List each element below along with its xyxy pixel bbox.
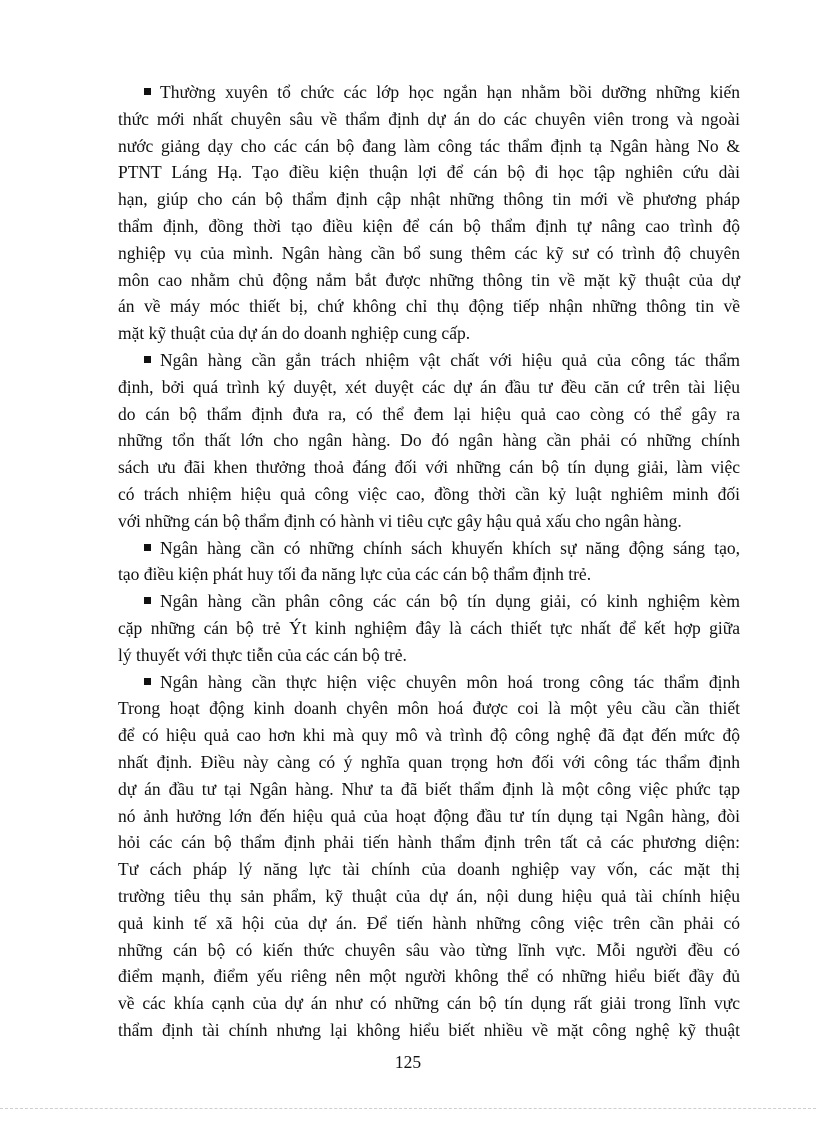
line-text: có trách nhiệm hiệu quả công việc cao, đồng thời cần kỷ luật nghiêm minh đối xyxy=(118,483,740,504)
line-text: thẩm định, đồng thời tạo điều kiện để cán bộ thẩm định tự nâng cao trình độ xyxy=(118,215,740,236)
line-text: điểm mạnh, điểm yếu riêng nên một người không thể có những hiểu biết đầy đủ xyxy=(118,966,740,987)
line-text: dự án đầu tư tại Ngân hàng. Như ta đã biết thẩm định là một công việc phức tạp xyxy=(118,778,740,799)
paragraph-line xyxy=(118,695,740,722)
line-text: định, bởi quá trình ký duyệt, xét duyệt các dự án đầu tư đều căn cứ trên tài liệu xyxy=(118,376,740,397)
line-text: Ngân hàng cần gắn trách nhiệm vật chất với hiệu quả của công tác thẩm xyxy=(160,349,740,370)
paragraph-line xyxy=(118,213,740,240)
paragraph-line xyxy=(118,79,740,106)
paragraph-line xyxy=(118,588,740,615)
line-text: nhất định. Điều này càng có ý nghĩa quan trọng hơn đối với công tác thẩm định xyxy=(118,751,740,772)
paragraph-line xyxy=(118,722,740,749)
line-text: những cán bộ có kiến thức chuyên sâu vào từng lĩnh vực. Mỗi người đều có xyxy=(118,939,740,960)
line-text: để có hiệu quả cao hơn khi mà quy mô và trình độ công nghệ đã đạt đến mức độ xyxy=(118,725,740,746)
line-text: hỏi các cán bộ thẩm định phải tiến hành thẩm định trên tất cả các phương diện: xyxy=(118,832,740,853)
paragraph-line xyxy=(118,910,740,937)
paragraph-line xyxy=(118,293,740,320)
paragraph-line xyxy=(118,1017,740,1044)
line-text: với những cán bộ thẩm định có hành vi tiêu cực gây hậu quả xấu cho ngân hàng. xyxy=(118,510,682,531)
paragraph-line xyxy=(118,159,740,186)
paragraph-line xyxy=(118,963,740,990)
line-text: thức mới nhất chuyên sâu về thẩm định dự án do các chuyên viên trong và ngoài xyxy=(118,108,740,129)
line-text: quả kinh tế xã hội của dự án. Để tiến hành những công việc trên cần phải có xyxy=(118,912,740,933)
line-text: lý thuyết với thực tiễn của các cán bộ trẻ. xyxy=(118,644,407,665)
paragraph-line xyxy=(118,535,740,562)
line-text: hạn, giúp cho cán bộ thẩm định cập nhật những thông tin mới về phương pháp xyxy=(118,189,740,210)
line-text: Ngân hàng cần có những chính sách khuyến khích sự năng động sáng tạo, xyxy=(160,537,740,558)
line-text: trường tiêu thụ sản phẩm, kỹ thuật của dự án, nội dung hiệu quả tài chính hiệu xyxy=(118,885,740,906)
paragraph xyxy=(118,535,740,589)
paragraph-line xyxy=(118,776,740,803)
paragraph-line xyxy=(118,374,740,401)
paragraph-line xyxy=(118,829,740,856)
line-text: PTNT Láng Hạ. Tạo điều kiện thuận lợi để cán bộ đi học tập nghiên cứu dài xyxy=(118,162,740,183)
line-text: nghiệp vụ của mình. Ngân hàng cần bổ sung thêm các kỹ sư có trình độ chuyên xyxy=(118,242,740,263)
line-text: Ngân hàng cần thực hiện việc chuyên môn hoá trong công tác thẩm định xyxy=(160,671,740,692)
line-text: nó ảnh hưởng lớn đến hiệu quả của hoạt động đầu tư tín dụng tại Ngân hàng, đòi xyxy=(118,805,740,826)
line-text: án về máy móc thiết bị, chứ không chỉ thụ động tiếp nhận những thông tin về xyxy=(118,296,740,317)
paragraph-line xyxy=(118,106,740,133)
paragraph xyxy=(118,347,740,535)
paragraph-line xyxy=(118,401,740,428)
line-text: mặt kỹ thuật của dự án do doanh nghiệp cung cấp. xyxy=(118,323,471,344)
line-text: nước giảng dạy cho các cán bộ đang làm công tác thẩm định tạ Ngân hàng No & xyxy=(118,135,740,156)
paragraph-line xyxy=(118,856,740,883)
paragraph-line xyxy=(118,320,740,347)
line-text: Ngân hàng cần phân công các cán bộ tín dụng giải, có kinh nghiệm kèm xyxy=(160,591,740,612)
paragraph-line xyxy=(118,508,740,535)
paragraph-line xyxy=(118,749,740,776)
paragraph-line xyxy=(118,186,740,213)
line-text: về các khía cạnh của dự án như có những cán bộ tín dụng rất giải trong lĩnh vực xyxy=(118,993,740,1014)
paragraph-line xyxy=(118,803,740,830)
paragraph-line xyxy=(118,481,740,508)
paragraph-line xyxy=(118,240,740,267)
square-bullet-icon xyxy=(144,678,151,685)
paragraph-line xyxy=(118,133,740,160)
line-text: môn cao nhằm chủ động nắm bắt được những thông tin về mặt kỹ thuật của dự xyxy=(118,269,740,290)
paragraph-line xyxy=(118,561,740,588)
line-text: Trong hoạt động kinh doanh chyên môn hoá được coi là một yêu cầu cần thiết xyxy=(118,698,740,719)
paragraph-line xyxy=(118,669,740,696)
paragraph-line xyxy=(118,937,740,964)
paragraph xyxy=(118,669,740,1044)
square-bullet-icon xyxy=(144,597,151,604)
square-bullet-icon xyxy=(144,544,151,551)
line-text: do cán bộ thẩm định đưa ra, có thể đem lại hiệu quả cao còng có thể gây ra xyxy=(118,403,740,424)
line-text: Thường xuyên tổ chức các lớp học ngắn hạn nhằm bồi dưỡng những kiến xyxy=(160,82,740,102)
square-bullet-icon xyxy=(144,88,151,95)
paragraph-line xyxy=(118,427,740,454)
paragraph-line xyxy=(118,267,740,294)
page-body xyxy=(118,79,740,1044)
square-bullet-icon xyxy=(144,356,151,363)
line-text: thẩm định tài chính nhưng lại không hiểu biết nhiều về mặt công nghệ kỹ thuật xyxy=(118,1019,740,1040)
line-text: cặp những cán bộ trẻ Ýt kinh nghiệm đây là cách thiết tực nhất để kết hợp giữa xyxy=(118,617,740,638)
line-text: Tư cách pháp lý năng lực tài chính của doanh nghiệp vay vốn, các mặt thị xyxy=(118,859,740,880)
paragraph-line xyxy=(118,347,740,374)
paragraph-line xyxy=(118,454,740,481)
paragraph-line xyxy=(118,642,740,669)
page-bottom-divider xyxy=(0,1108,816,1109)
paragraph-line xyxy=(118,883,740,910)
paragraph xyxy=(118,79,740,347)
page-number: 125 xyxy=(394,1052,422,1072)
line-text: tạo điều kiện phát huy tối đa năng lực của các cán bộ thẩm định trẻ. xyxy=(118,564,592,585)
line-text: sách ưu đãi khen thưởng thoả đáng đối với những cán bộ tín dụng giải, làm việc xyxy=(118,457,740,478)
paragraph xyxy=(118,588,740,668)
paragraph-line xyxy=(118,990,740,1017)
paragraph-line xyxy=(118,615,740,642)
line-text: những tổn thất lớn cho ngân hàng. Do đó ngân hàng cần phải có những chính xyxy=(118,430,740,451)
